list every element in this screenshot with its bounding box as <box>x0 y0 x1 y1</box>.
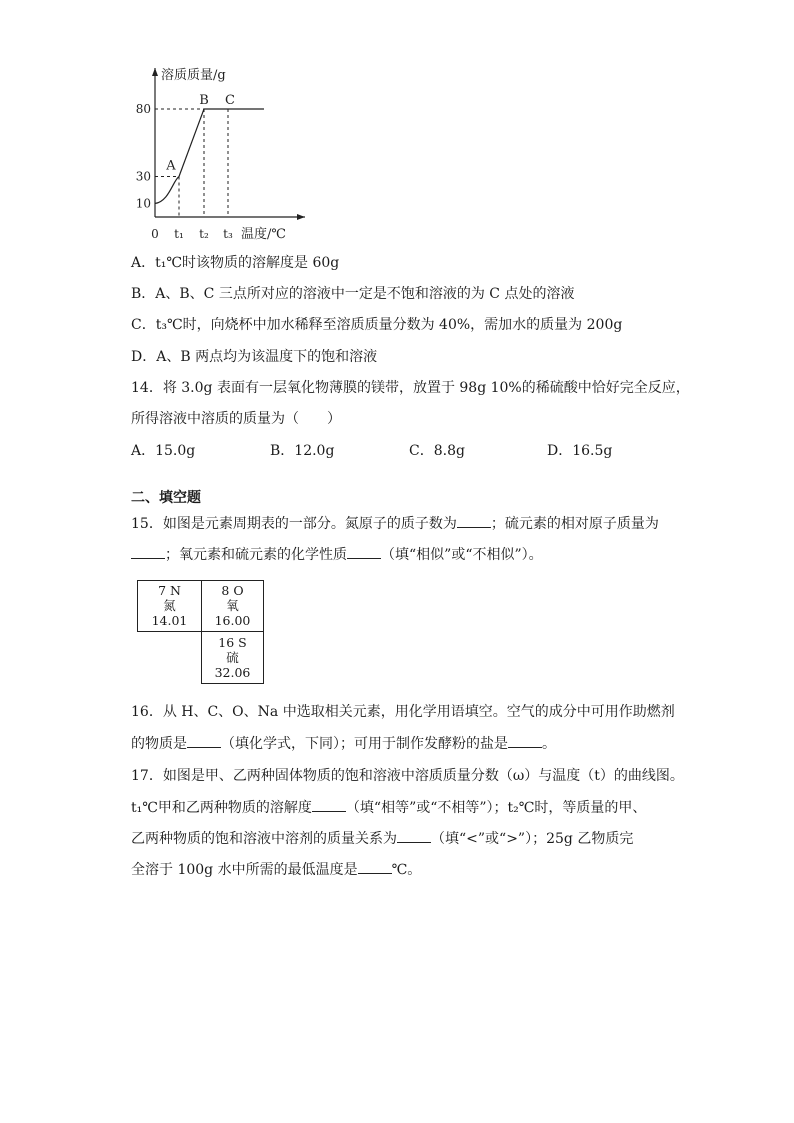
y-axis-arrow <box>152 68 158 76</box>
q13-option-d: D．A、B 两点均为该温度下的饱和溶液 <box>131 349 378 365</box>
q17-stem-line2 <box>131 797 646 818</box>
q17-text-5: 全溶于 100g 水中所需的最低温度是 <box>131 862 358 878</box>
curve-rising <box>179 109 204 177</box>
element-cell-nitrogen <box>137 580 202 632</box>
q16-blank-2[interactable] <box>508 733 542 748</box>
element-name: 氮 <box>163 598 176 613</box>
y-axis-label: 溶质质量/g <box>161 68 226 83</box>
q17-stem-line4 <box>131 859 421 880</box>
q16-stem-line1: 16．从 H、C、O、Na 中选取相关元素，用化学用语填空。空气的成分中可用作助燃剂 <box>131 704 675 720</box>
q14-option-d: D．16.5g <box>547 443 613 459</box>
element-cell-sulfur <box>201 631 264 684</box>
element-name: 氧 <box>226 598 239 613</box>
y-tick-label: 30 <box>135 169 151 184</box>
x-tick-label: t₁ <box>174 227 184 241</box>
q17-text-2: （填“相等”或“不相等”）；t₂℃时，等质量的甲、 <box>345 800 647 816</box>
q15-text-2: ；硫元素的相对原子质量为 <box>490 516 659 532</box>
q13-option-a: A．t₁℃时该物质的溶解度是 60g <box>131 255 340 271</box>
section-title: 二、填空题 <box>131 490 201 506</box>
q14-option-c: C．8.8g <box>409 443 465 459</box>
y-tick-label: 80 <box>135 102 151 116</box>
point-label-a: A <box>166 158 176 174</box>
x-tick-label: t₂ <box>199 227 209 241</box>
q17-text-6: ℃。 <box>391 862 422 878</box>
x-axis-label: 温度/℃ <box>241 227 286 242</box>
point-label-b: B <box>199 93 209 108</box>
q17-text-3: 乙两种物质的饱和溶液中溶剂的质量关系为 <box>131 831 397 847</box>
q16-text-1: 的物质是 <box>131 736 187 752</box>
q15-text-4: （填“相似”或“不相似”）。 <box>381 547 543 563</box>
element-mass: 32.06 <box>214 665 251 680</box>
element-number-symbol: 8 O <box>221 583 244 598</box>
element-mass: 14.01 <box>151 613 188 628</box>
q17-blank-2[interactable] <box>397 828 431 843</box>
periodic-table-fragment <box>137 580 264 684</box>
q15-text-3: ；氧元素和硫元素的化学性质 <box>165 547 347 563</box>
q13-option-b: B．A、B、C 三点所对应的溶液中一定是不饱和溶液的为 C 点处的溶液 <box>131 286 575 302</box>
q13-option-c: C．t₃℃时，向烧杯中加水稀释至溶质质量分数为 40%，需加水的质量为 200g <box>131 317 623 333</box>
q15-stem-line1 <box>131 513 659 534</box>
curve-lower <box>155 177 179 204</box>
q15-blank-1[interactable] <box>457 513 491 528</box>
q17-text-1: t₁℃甲和乙两种物质的溶解度 <box>131 800 312 816</box>
q15-blank-2[interactable] <box>131 544 165 559</box>
element-cell-oxygen <box>201 580 264 632</box>
q14-option-b: B．12.0g <box>270 443 335 459</box>
q17-stem-line3 <box>131 828 633 849</box>
q15-text-1: 15．如图是元素周期表的一部分。氮原子的质子数为 <box>131 516 457 532</box>
q15-blank-3[interactable] <box>347 544 381 559</box>
x-tick-label: t₃ <box>223 227 233 241</box>
y-tick-label: 10 <box>135 196 151 211</box>
q14-stem-line2: 所得溶液中溶质的质量为（ ） <box>131 411 341 427</box>
q17-stem-line1: 17．如图是甲、乙两种固体物质的饱和溶液中溶质质量分数（ω）与温度（t）的曲线图。 <box>131 768 684 784</box>
q16-stem-line2 <box>131 733 556 754</box>
element-number-symbol: 7 N <box>158 583 181 598</box>
q17-text-4: （填“<”或“>”）；25g 乙物质完 <box>431 831 634 847</box>
x-tick-label: 0 <box>151 227 159 241</box>
element-mass: 16.00 <box>214 613 251 628</box>
point-label-c: C <box>225 93 235 108</box>
q14-option-a: A．15.0g <box>131 443 196 459</box>
x-axis-arrow <box>297 214 305 220</box>
solubility-chart <box>0 0 794 250</box>
q17-blank-3[interactable] <box>358 859 392 874</box>
q14-stem-line1: 14．将 3.0g 表面有一层氧化物薄膜的镁带，放置于 98g 10%的稀硫酸中恰好完全反应， <box>131 380 690 396</box>
q15-stem-line2 <box>131 544 543 565</box>
q16-text-3: 。 <box>542 736 556 752</box>
q16-blank-1[interactable] <box>187 733 221 748</box>
element-name: 硫 <box>226 650 239 665</box>
q16-text-2: （填化学式，下同）；可用于制作发酵粉的盐是 <box>221 736 508 752</box>
q17-blank-1[interactable] <box>312 797 346 812</box>
element-number-symbol: 16 S <box>218 635 247 650</box>
